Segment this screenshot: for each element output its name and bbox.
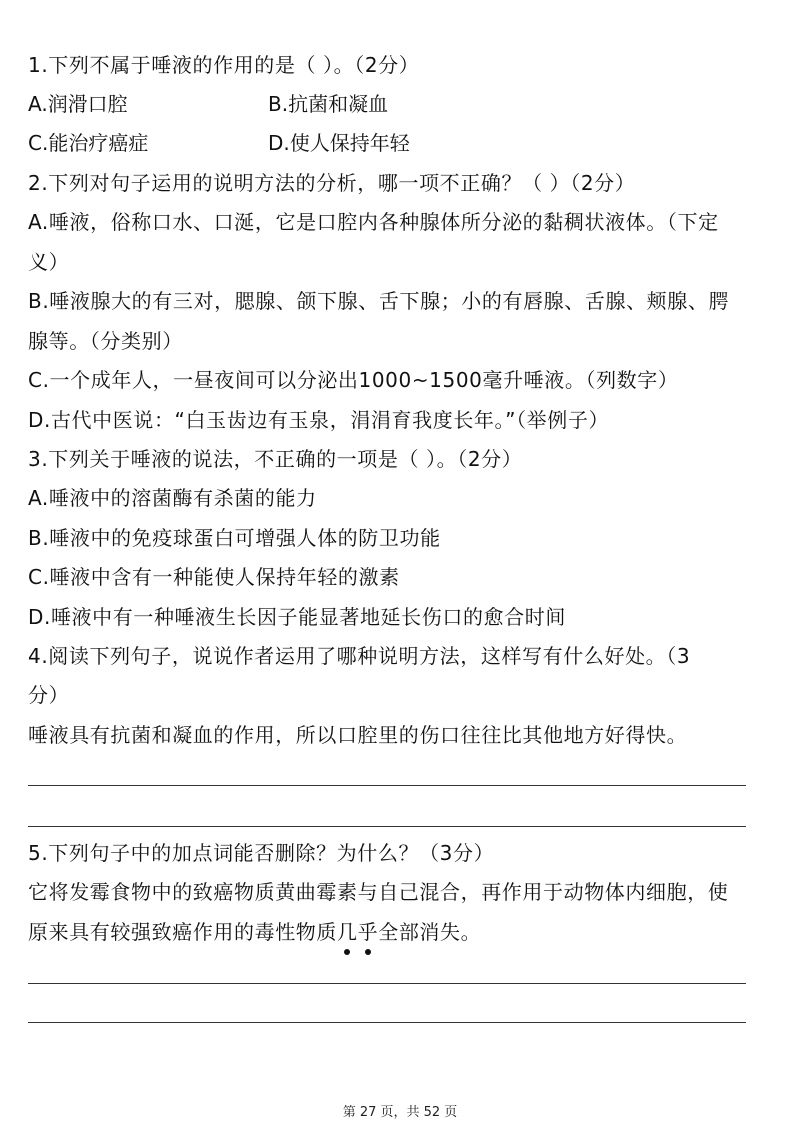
q5-answer-line-2[interactable] (28, 1022, 746, 1023)
page-number: 第 27 页，共 52 页 (342, 1105, 458, 1120)
q4-sentence: 唾液具有抗菌和凝血的作用，所以口腔里的伤口往往比其他地方好得快。 (28, 723, 688, 747)
q3-option-a: A.唾液中的溶菌酶有杀菌的能力 (28, 486, 317, 510)
q3-option-c: C.唾液中含有一种能使人保持年轻的激素 (28, 565, 400, 589)
q5-sentence-line1: 它将发霉食物中的致癌物质黄曲霉素与自己混合，再作用于动物体内细胞，使 (28, 880, 729, 904)
q4-answer-line-1[interactable] (28, 785, 746, 786)
q5-sentence-line2-before: 原来具有较强致癌作用的毒性物质 (28, 920, 337, 944)
q1-option-a: A.润滑口腔 (28, 92, 128, 116)
q5-sentence-line2 (28, 917, 773, 947)
q5-dotted-char-1: 几 (337, 917, 358, 947)
q1-option-b: B.抗菌和凝血 (268, 92, 389, 116)
q2-option-d: D.古代中医说：“白玉齿边有玉泉，涓涓育我度长年。”（举例子） (28, 408, 610, 432)
q5-sentence-line2-after: 全部消失。 (378, 920, 482, 944)
q4-stem-line2: 分） (28, 683, 70, 707)
q5-stem: 5.下列句子中的加点词能否删除？为什么？（3分） (28, 841, 495, 865)
q2-stem: 2.下列对句子运用的说明方法的分析，哪一项不正确？（ ）（2分） (28, 171, 636, 195)
q1-option-c: C.能治疗癌症 (28, 131, 149, 155)
q1-stem: 1.下列不属于唾液的作用的是（ ）。（2分） (28, 53, 420, 77)
q2-option-c: C.一个成年人，一昼夜间可以分泌出1000~1500毫升唾液。（列数字） (28, 368, 679, 392)
q5-answer-line-1[interactable] (28, 983, 746, 984)
q3-option-d: D.唾液中有一种唾液生长因子能显著地延长伤口的愈合时间 (28, 605, 566, 629)
q3-stem: 3.下列关于唾液的说法，不正确的一项是（ ）。（2分） (28, 447, 523, 471)
q2-option-b-line2: 腺等。（分类别） (28, 329, 183, 353)
q2-option-b-line1: B.唾液腺大的有三对，腮腺、颌下腺、舌下腺；小的有唇腺、舌腺、颊腺、腭 (28, 289, 730, 313)
q4-answer-line-2[interactable] (28, 826, 746, 827)
q3-option-b: B.唾液中的免疫球蛋白可增强人体的防卫功能 (28, 526, 441, 550)
q4-stem-line1: 4.阅读下列句子，说说作者运用了哪种说明方法，这样写有什么好处。（3 (28, 644, 691, 668)
q1-option-d: D.使人保持年轻 (268, 131, 410, 155)
q5-dotted-char-2: 乎 (358, 917, 379, 947)
q2-option-a-line2: 义） (28, 250, 70, 274)
q2-option-a-line1: A.唾液，俗称口水、口涎，它是口腔内各种腺体所分泌的黏稠状液体。（下定 (28, 210, 719, 234)
